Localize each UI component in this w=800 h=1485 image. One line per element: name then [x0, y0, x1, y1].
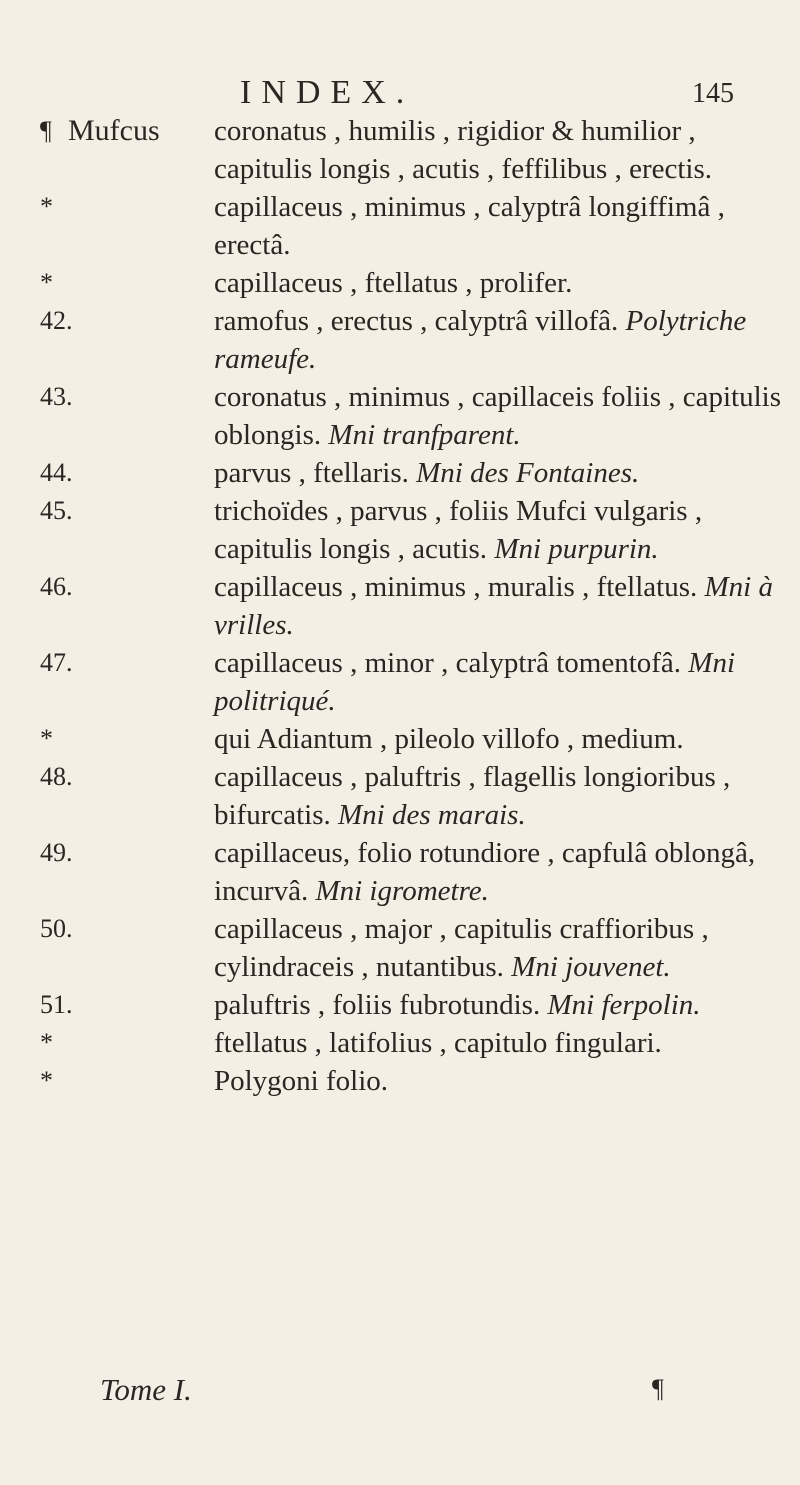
entry-french-name: Mni des marais. — [338, 799, 526, 831]
index-entry — [0, 188, 800, 264]
entry-marker: 45. — [40, 496, 73, 525]
entry-marker: * — [40, 192, 53, 221]
entry-text — [214, 1024, 784, 1062]
entry-marker: 46. — [40, 572, 73, 601]
entry-french-name: Mni politriqué. — [214, 647, 736, 717]
entry-description: capillaceus , minimus , calyptrâ longiffimâ , erectâ. — [214, 191, 725, 261]
page-number: 145 — [692, 78, 734, 109]
index-entry — [0, 720, 800, 758]
entry-french-name: Mni tranfparent. — [328, 419, 521, 451]
entry-french-name: Polytriche rameufe. — [214, 305, 747, 375]
entry-description: ftellatus , latifolius , capitulo fingulari. — [214, 1027, 662, 1059]
index-entries — [0, 112, 800, 1100]
entry-description: coronatus , humilis , rigidior & humilior , capitulis longis , acutis , feffilibus , erectis. — [214, 115, 712, 185]
entry-french-name: Mni des Fontaines. — [416, 457, 640, 489]
index-entry — [0, 112, 800, 188]
index-entry — [0, 834, 800, 910]
entry-marker: * — [40, 268, 53, 297]
entry-description: capillaceus , major , capitulis craffioribus , cylindraceis , nutantibus. — [214, 913, 709, 983]
entry-description: capillaceus , minor , calyptrâ tomentofâ. — [214, 647, 682, 679]
entry-description: capillaceus , minimus , muralis , ftellatus. — [214, 571, 698, 603]
entry-marker: 48. — [40, 762, 73, 791]
index-entry — [0, 302, 800, 378]
entry-text — [214, 986, 784, 1024]
entry-marker: * — [40, 724, 53, 753]
index-entry — [0, 910, 800, 986]
entry-description: parvus , ftellaris. — [214, 457, 409, 489]
entry-text — [214, 910, 784, 986]
catchword: ¶ — [652, 1374, 664, 1403]
entry-french-name: Mni igrometre. — [315, 875, 489, 907]
index-entry — [0, 1024, 800, 1062]
index-entry — [0, 378, 800, 454]
entry-text — [214, 492, 784, 568]
entry-text — [214, 834, 784, 910]
page-title: INDEX. — [240, 74, 415, 111]
entry-marker: 44. — [40, 458, 73, 487]
entry-french-name: Mni à vrilles. — [214, 571, 773, 641]
entry-text — [214, 378, 784, 454]
entry-marker: 47. — [40, 648, 73, 677]
volume-signature: Tome I. — [100, 1372, 192, 1407]
index-entry — [0, 492, 800, 568]
index-entry — [0, 986, 800, 1024]
index-entry — [0, 264, 800, 302]
index-entry — [0, 568, 800, 644]
entry-description: ramofus , erectus , calyptrâ villofâ. — [214, 305, 619, 337]
entry-description: trichoïdes , parvus , foliis Mufci vulgaris , capitulis longis , acutis. — [214, 495, 703, 565]
entry-marker: * — [40, 1066, 53, 1095]
entry-marker: 49. — [40, 838, 73, 867]
entry-heading: Mufcus — [68, 114, 160, 147]
entry-description: capillaceus , paluftris , flagellis longioribus , bifurcatis. — [214, 761, 731, 831]
entry-french-name: Mni ferpolin. — [547, 989, 701, 1021]
entry-text — [214, 758, 784, 834]
entry-text — [214, 454, 784, 492]
entry-marker: 51. — [40, 990, 73, 1019]
entry-description: capillaceus , ftellatus , prolifer. — [214, 267, 573, 299]
entry-text — [214, 720, 784, 758]
index-entry — [0, 1062, 800, 1100]
entry-text — [214, 188, 784, 264]
index-entry — [0, 644, 800, 720]
entry-description: coronatus , minimus , capillaceis foliis , capitulis oblongis. — [214, 381, 782, 451]
index-entry — [0, 454, 800, 492]
entry-description: Polygoni folio. — [214, 1065, 389, 1097]
entry-marker: 43. — [40, 382, 73, 411]
entry-text — [214, 644, 784, 720]
entry-text — [214, 302, 784, 378]
entry-text — [214, 568, 784, 644]
entry-text — [214, 1062, 784, 1100]
index-entry — [0, 758, 800, 834]
entry-marker: ¶ — [40, 116, 52, 145]
entry-french-name: Mni purpurin. — [494, 533, 659, 565]
entry-text — [214, 264, 784, 302]
entry-description: paluftris , foliis fubrotundis. — [214, 989, 541, 1021]
entry-description: qui Adiantum , pileolo villofo , medium. — [214, 723, 684, 755]
entry-french-name: Mni jouvenet. — [511, 951, 671, 983]
entry-marker: 50. — [40, 914, 73, 943]
entry-marker: 42. — [40, 306, 73, 335]
entry-marker: * — [40, 1028, 53, 1057]
entry-description: capillaceus, folio rotundiore , capfulâ oblongâ, incurvâ. — [214, 837, 756, 907]
entry-text — [214, 112, 784, 188]
